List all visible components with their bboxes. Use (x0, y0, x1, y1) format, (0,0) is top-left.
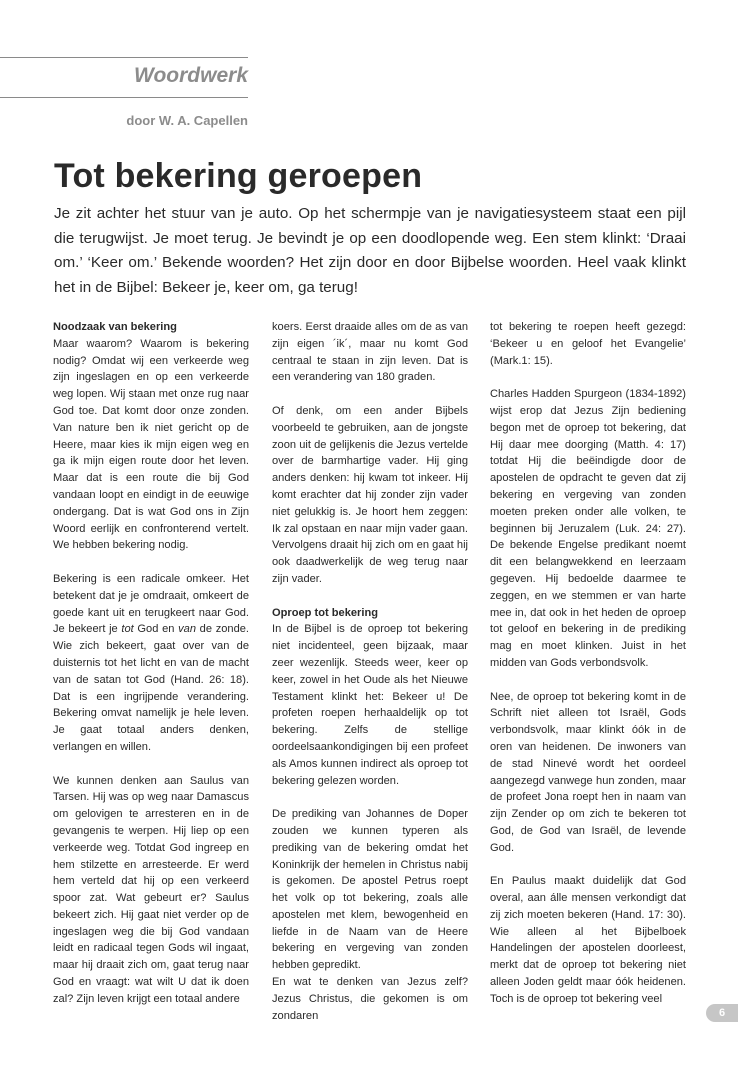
paragraph-text: In de Bijbel is de oproep tot bekering niet incidenteel, geen bijzaak, maar zeer wezenlijk. Steeds weer, keer op keer, zowel in het Oude als het Nieuwe Testament klinkt het: Bekeer u! De profeten roepen herhaaldelijk op tot bekering. Zelfs de stellige oordeelsaankondigingen bij een profeet als Amos kunnen indirect als oproep tot bekering gelezen worden. (272, 623, 468, 787)
paragraph: De prediking van Johannes de Doper zouden we kunnen typeren als prediking van de bekering omdat het Koninkrijk der hemelen in Christus nabij is gekomen. De apostel Petrus roept het volk op tot bekering, zoals alle apostelen met klem, bewogenheid en liefde in de Naam van de Heere bekering en vergeving van zonden hebben gepredikt. (272, 808, 468, 972)
subheading: Noodzaak van bekering (53, 321, 177, 333)
text-column-1 (53, 319, 249, 1008)
paragraph: tot bekering te roepen heeft gezegd: ‘Bekeer u en geloof het Evangelie’ (Mark.1: 15). (490, 321, 686, 367)
header-rule-bottom (0, 97, 248, 98)
article-title: Tot bekering geroepen (54, 157, 423, 195)
byline: door W. A. Capellen (126, 113, 248, 128)
paragraph: Bekering is een radicale omkeer. Het betekent dat je je omdraait, omkeert de goede kant uit en terugkeert naar God. Je bekeert je tot God en van de zonde. Wie zich bekeert, gaat over van de duisternis tot het licht en van de macht van de satan tot God (Hand. 26: 18). Dat is een ingrijpende verandering. Bekering omvat namelijk je hele leven. Je gaat totaal anders denken, verlangen en willen. (53, 572, 250, 753)
paragraph: Charles Hadden Spurgeon (1834-1892) wijst erop dat Jezus Zijn bediening begon met de oproep tot bekering, dat Hij daar mee doorging (Matth. 4: 17) totdat Hij die beëindigde door de apostelen de opdracht te geven dat zij bekering en vergeving van zonden moeten preken onder alle volken, te beginnen bij Jeruzalem (Luk. 24: 27). De bekende Engelse predikant noemt dit een belangwekkend en leerzaam gegeven. Hij bedoelde daarmee te zeggen, en we stemmen er van harte mee in, dat ook in het heden de oproep tot geloof en bekering in de prediking mag en moet klinken. Juist in het midden van Gods verbondsvolk. (490, 388, 686, 669)
paragraph: En Paulus maakt duidelijk dat God overal, aan álle mensen verkondigt dat zij zich moeten bekeren (Hand. 17: 30). Wie alleen al het Bijbelboek Handelingen der apostelen doorleest, merkt dat de oproep tot bekering niet alleen Joden geldt maar óók heidenen. Toch is de oproep tot bekering veel (490, 875, 686, 1005)
paragraph (53, 319, 249, 554)
paragraph: Nee, de oproep tot bekering komt in de Schrift niet alleen tot Israël, Gods verbondsvolk, maar klinkt óók in de oren van heidenen. De inwoners van de stad Ninevé wordt het oordeel aangezegd vanwege hun zonden, maar de profeet Jona roept hen in naam van zijn Zender op om zich te bekeren tot God, de God van Israël, de levende God. (490, 690, 686, 854)
paragraph: We kunnen denken aan Saulus van Tarsen. Hij was op weg naar Damascus om gelovigen te arresteren en in de gevangenis te werpen. Hij liep op een verkeerde weg. Totdat God ingreep en hem stilzette en arresteerde. Er werd hem verteld dat hij op een verkeerd spoor zat. Wat gebeurt er? Saulus bekeert zich. Hij gaat niet verder op de ingeslagen weg die bij God vandaan leidt en radicaal tegen Gods wil ingaat, maar hij draait zich om, gaat terug naar God en vraagt: wat wilt U dat ik doen zal? Zijn leven krijgt een totaal andere (53, 774, 249, 1005)
text-column-2 (272, 319, 468, 1024)
paragraph: En wat te denken van Jezus zelf? Jezus Christus, die gekomen is om zondaren (272, 976, 468, 1022)
paragraph-text: Maar waarom? Waarom is bekering nodig? Omdat wij een verkeerde weg zijn ingeslagen en op een verkeerde weg lopen. Wij staan met onze rug naar God toe. Dat komt door onze zonden. Van nature ben ik niet gericht op de Heere, maar kies ik mijn eigen weg en ga ik mijn eigen route door het leven. Maar dat is een route die bij God vandaan loopt en eindigt in de eeuwige ondergang. Dat is wat God ons in Zijn Woord eerlijk en confronterend vertelt. We hebben bekering nodig. (53, 337, 249, 552)
paragraph (272, 605, 468, 790)
emphasis: tot (121, 623, 134, 636)
article-lead: Je zit achter het stuur van je auto. Op het schermpje van je navigatiesysteem staat een pijl die terugwijst. Je moet terug. Je bevindt je op een doodlopende weg. Een stem klinkt: ‘Draai om.’ ‘Keer om.’ Bekende woorden? Het zijn door en door Bijbelse woorden. Heel vaak klinkt het in de Bijbel: Bekeer je, keer om, ga terug! (54, 205, 686, 296)
emphasis: van (178, 623, 196, 636)
header-rule-top (0, 57, 248, 58)
paragraph: Of denk, om een ander Bijbels voorbeeld te gebruiken, aan de jongste zoon uit de gelijkenis die Jezus vertelde over de barmhartige vader. Hij ging anders denken: hij kwam tot inkeer. Hij komt erachter dat hij zonder zijn vader niet gelukkig is. Je hoort hem zeggen: Ik zal opstaan en naar mijn vader gaan. Vervolgens draait hij zich om en gaat hij ook daadwerkelijk de weg terug naar zijn vader. (272, 404, 468, 585)
page-number-tab: 6 (706, 1004, 738, 1022)
section-title: Woordwerk (134, 64, 248, 87)
paragraph: koers. Eerst draaide alles om de as van zijn eigen ´ik´, maar nu komt God centraal te staan in zijn leven. Dat is een verandering van 180 graden. (272, 321, 468, 384)
subheading: Oproep tot bekering (272, 606, 379, 619)
text-column-3 (490, 319, 686, 1008)
